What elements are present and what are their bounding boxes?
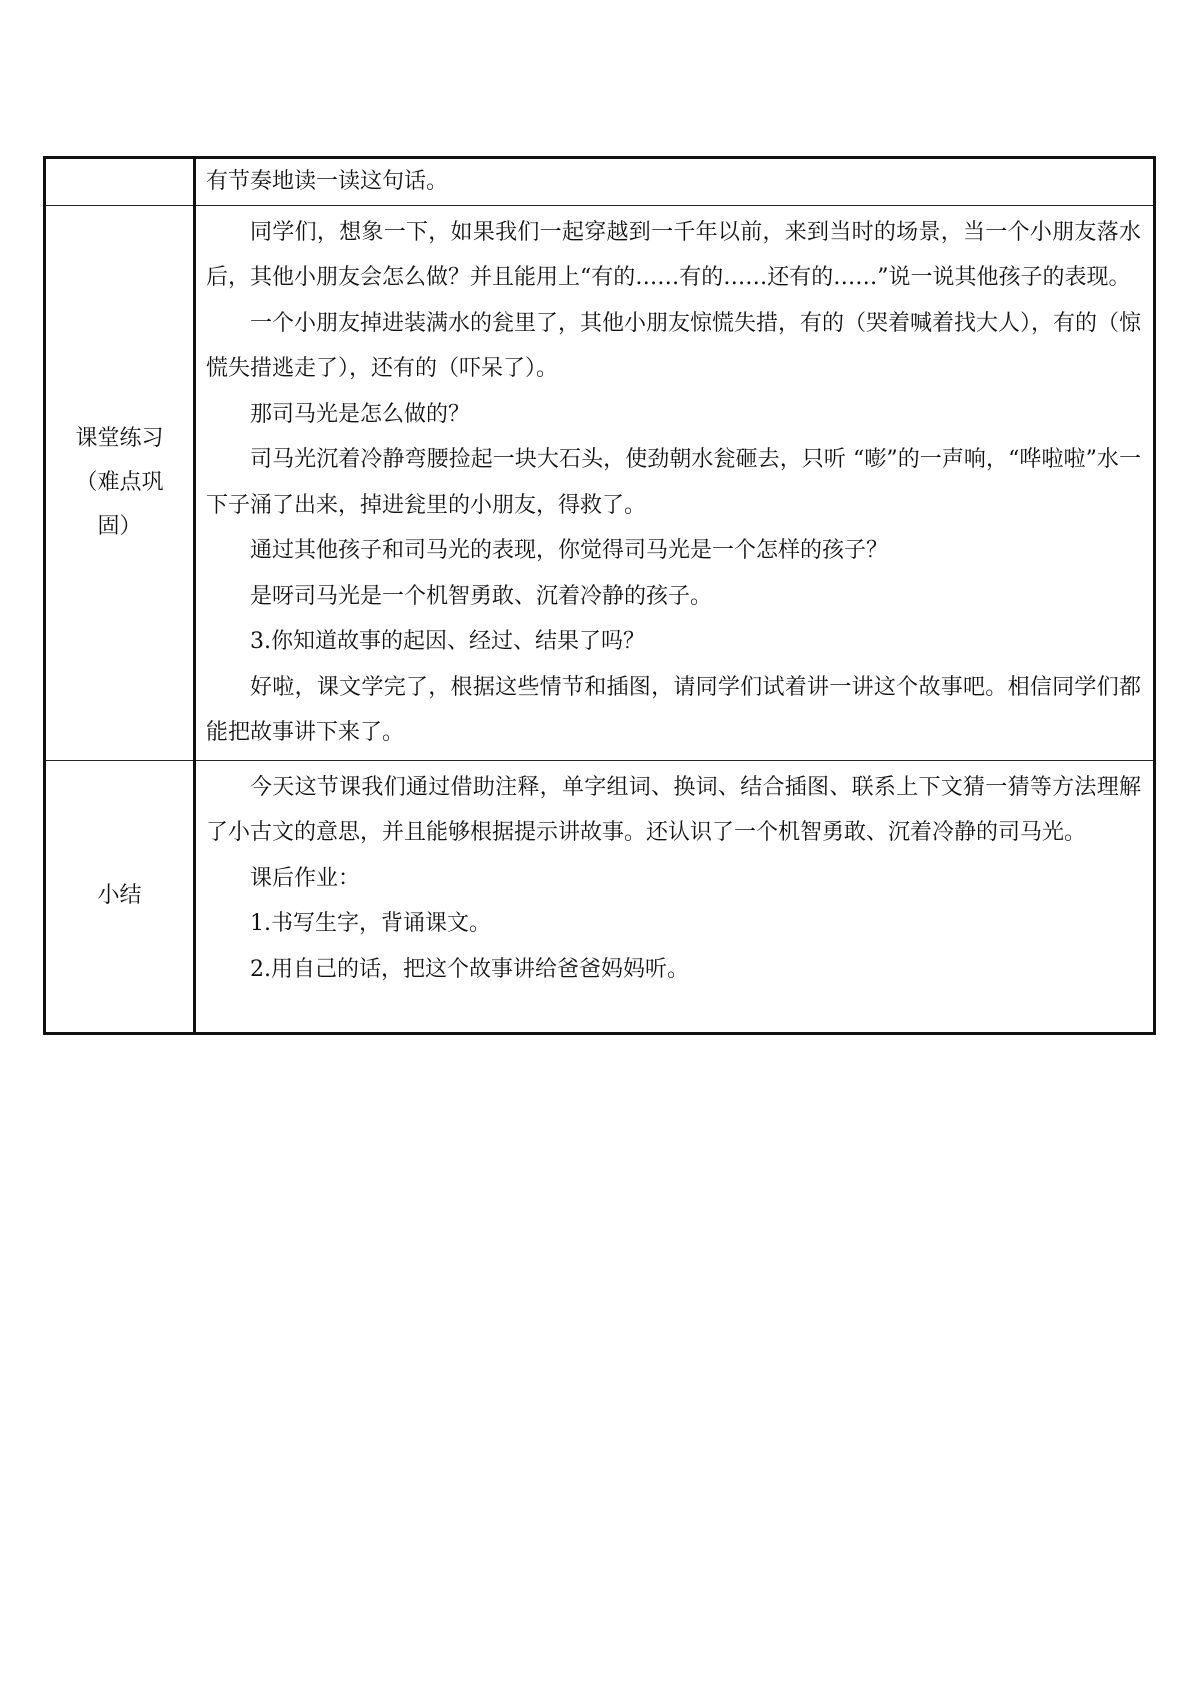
row-label — [46, 417, 193, 549]
row-label-cell — [45, 205, 195, 760]
paragraph: 今天这节课我们通过借助注释，单字组词、换词、结合插图、联系上下文猜一猜等方法理解了小古文的意思，并且能够根据提示讲故事。还认识了一个机智勇敢、沉着冷静的司马光。 — [206, 774, 1141, 845]
table-row — [45, 205, 1155, 760]
row-label-line: 课堂练习 — [75, 425, 164, 451]
row-label-line: （难点巩 — [75, 469, 164, 495]
table-row — [45, 760, 1155, 1034]
paragraph: 2.用自己的话，把这个故事讲给爸爸妈妈听。 — [250, 956, 689, 982]
paragraph: 通过其他孩子和司马光的表现，你觉得司马光是一个怎样的孩子？ — [250, 538, 889, 563]
paragraph: 一个小朋友掉进装满水的瓮里了，其他小朋友惊慌失措，有的（哭着喊着找大人），有的（惊慌失措逃走了），还有的（吓呆了）。 — [206, 310, 1142, 381]
table-row — [45, 158, 1155, 206]
row-content-cell — [195, 760, 1155, 1034]
paragraph: 那司马光是怎么做的？ — [250, 401, 471, 427]
lesson-plan-table — [43, 156, 1156, 1035]
paragraph: 课后作业： — [250, 865, 361, 891]
paragraph: 同学们，想象一下，如果我们一起穿越到一千年以前，来到当时的场景，当一个小朋友落水后，其他小朋友会怎么做？并且能用上“有的……有的……还有的……”说一说其他孩子的表现。 — [206, 219, 1141, 290]
row-label-line: 固） — [97, 513, 142, 539]
row-content-cell — [195, 205, 1155, 760]
row-label: 小结 — [97, 883, 142, 909]
paragraph: 有节奏地读一读这句话。 — [206, 169, 449, 194]
paragraph: 司马光沉着冷静弯腰捡起一块大石头，使劲朝水瓮砸去，只听 “嘭”的一声响，“哗啦啦”水一下子涌了出来，掉进瓮里的小朋友，得救了。 — [206, 447, 1141, 518]
paragraph: 1.书写生字，背诵课文。 — [250, 911, 491, 936]
row-content-cell — [195, 158, 1155, 206]
row-label-cell — [45, 760, 195, 1034]
row-label-cell — [45, 158, 195, 206]
paragraph: 是呀司马光是一个机智勇敢、沉着冷静的孩子。 — [250, 583, 713, 609]
paragraph: 好啦，课文学完了，根据这些情节和插图，请同学们试着讲一讲这个故事吧。相信同学们都能把故事讲下来了。 — [206, 674, 1141, 745]
paragraph: 3.你知道故事的起因、经过、结果了吗？ — [250, 629, 645, 654]
